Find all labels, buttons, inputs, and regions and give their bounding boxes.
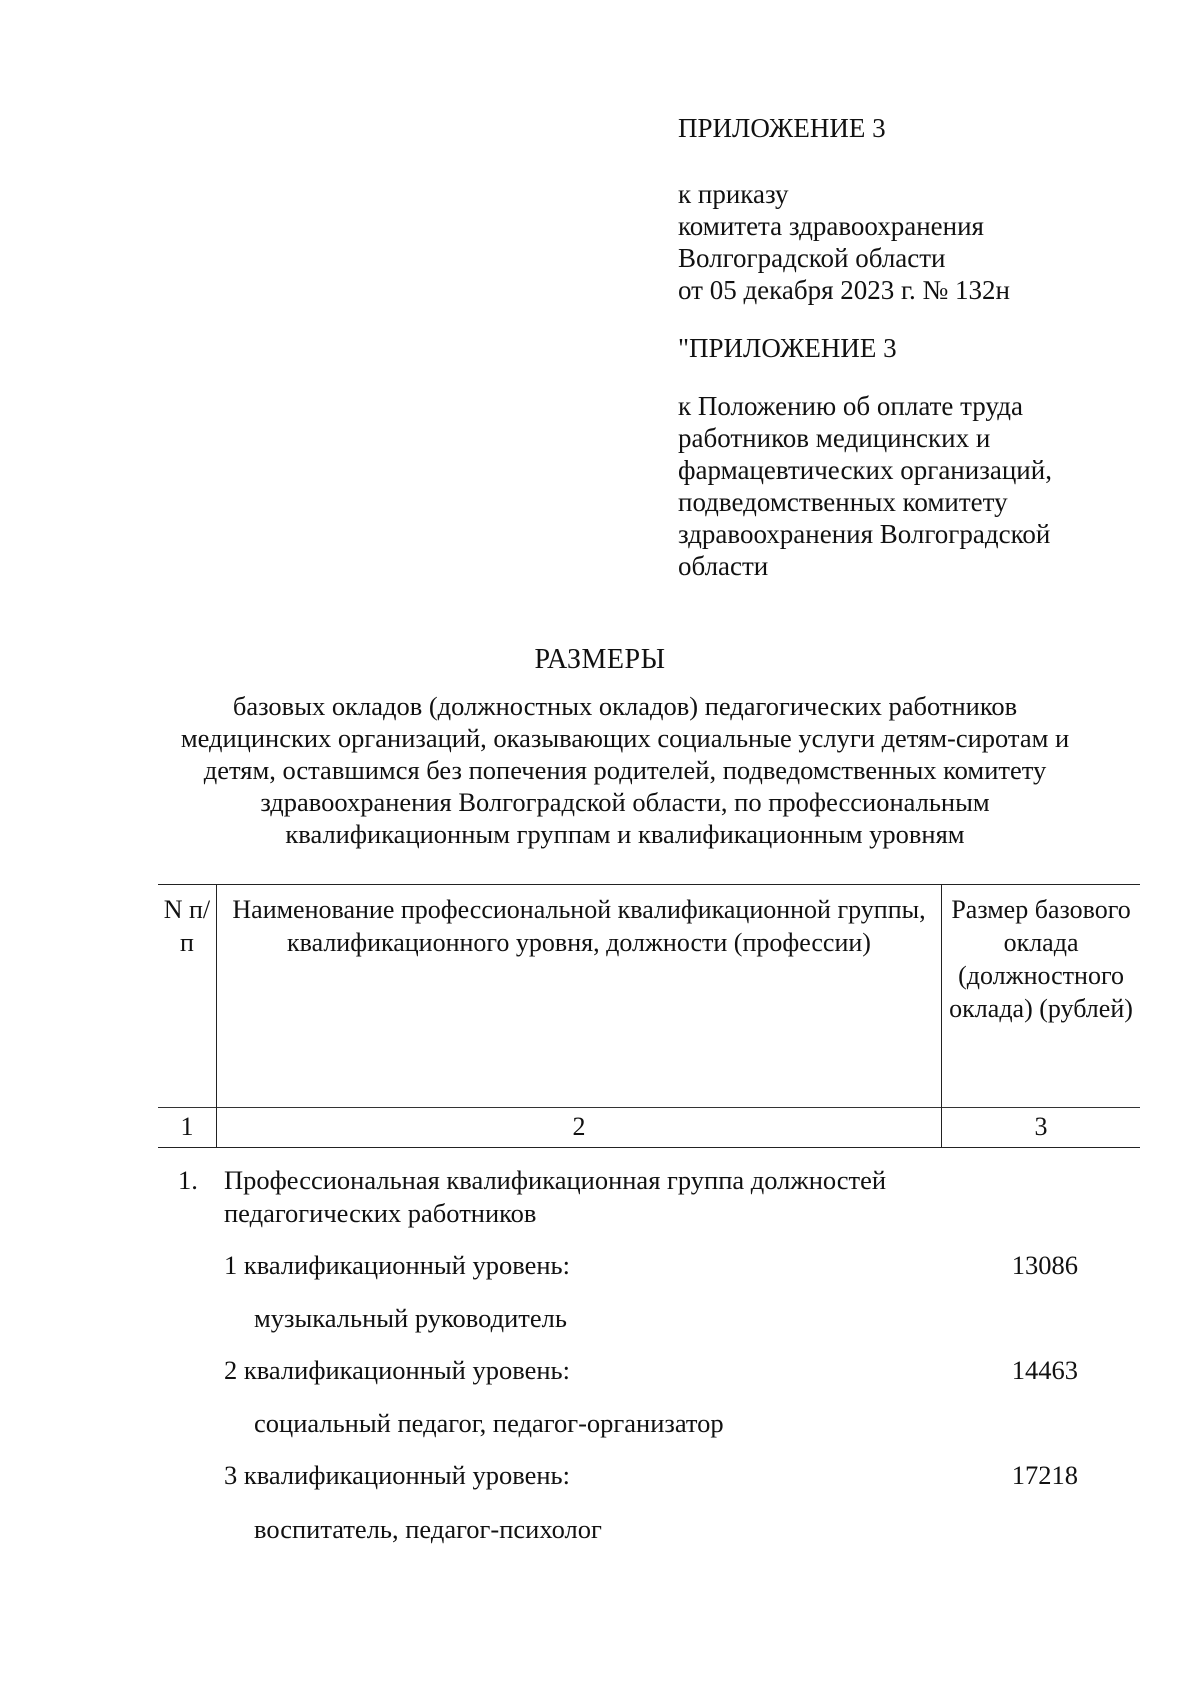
header-cell-salary: Размер базового оклада (должностного оклада) (рублей) [942, 885, 1140, 1108]
order-line: к приказу [678, 179, 789, 209]
subtitle-line: здравоохранения Волгоградской области, по профессиональным [260, 787, 990, 817]
column-number-cell: 1 [158, 1108, 216, 1148]
document-title: РАЗМЕРЫ [534, 644, 666, 675]
regulation-line: к Положению об оплате труда [678, 391, 1023, 421]
regulation-line: фармацевтических организаций, [678, 455, 1052, 485]
subtitle-line: детям, оставшимся без попечения родителей, подведомственных комитету [203, 755, 1047, 785]
regulation-line: здравоохранения Волгоградской [678, 519, 1051, 549]
positions-text: воспитатель, педагог-психолог [254, 1514, 602, 1544]
column-number-cell: 3 [942, 1108, 1140, 1148]
header-cell-number: N п/п [158, 885, 216, 1108]
group-title-line: педагогических работников [224, 1198, 537, 1228]
positions-text: социальный педагог, педагог-организатор [254, 1408, 724, 1438]
salary-table-header [158, 884, 1140, 1148]
subtitle-line: базовых окладов (должностных окладов) педагогических работников [232, 691, 1018, 721]
quoted-appendix-title: "ПРИЛОЖЕНИЕ 3 [678, 333, 897, 363]
document-subtitle [150, 690, 1100, 850]
group-title-line: Профессиональная квалификационная группа должностей [224, 1165, 887, 1195]
regulation-line: области [678, 551, 769, 581]
group-number: 1. [178, 1165, 198, 1195]
positions-text: музыкальный руководитель [254, 1303, 567, 1333]
salary-value: 14463 [1011, 1355, 1078, 1385]
salary-value: 17218 [1011, 1460, 1078, 1490]
regulation-line: работников медицинских и [678, 423, 991, 453]
subtitle-line: квалификационным группам и квалификационным уровням [285, 819, 965, 849]
regulation-line: подведомственных комитету [678, 487, 1008, 517]
appendix-title: ПРИЛОЖЕНИЕ 3 [678, 113, 886, 143]
qualification-level-label: 2 квалификационный уровень: [224, 1355, 570, 1385]
qualification-level-label: 3 квалификационный уровень: [224, 1460, 570, 1490]
salary-value: 13086 [1011, 1250, 1078, 1280]
qualification-level-label: 1 квалификационный уровень: [224, 1250, 570, 1280]
order-line: Волгоградской области [678, 243, 946, 273]
table-header-row [158, 885, 1140, 1108]
column-number-cell: 2 [216, 1108, 941, 1148]
order-line: комитета здравоохранения [678, 211, 984, 241]
table-column-numbers-row [158, 1108, 1140, 1148]
header-cell-name: Наименование профессиональной квалификационной группы, квалификационного уровня, должности (профессии) [216, 885, 941, 1108]
subtitle-line: медицинских организаций, оказывающих социальные услуги детям-сиротам и [180, 723, 1070, 753]
appendix-header [678, 112, 1148, 582]
order-line: от 05 декабря 2023 г. № 132н [678, 275, 1011, 305]
